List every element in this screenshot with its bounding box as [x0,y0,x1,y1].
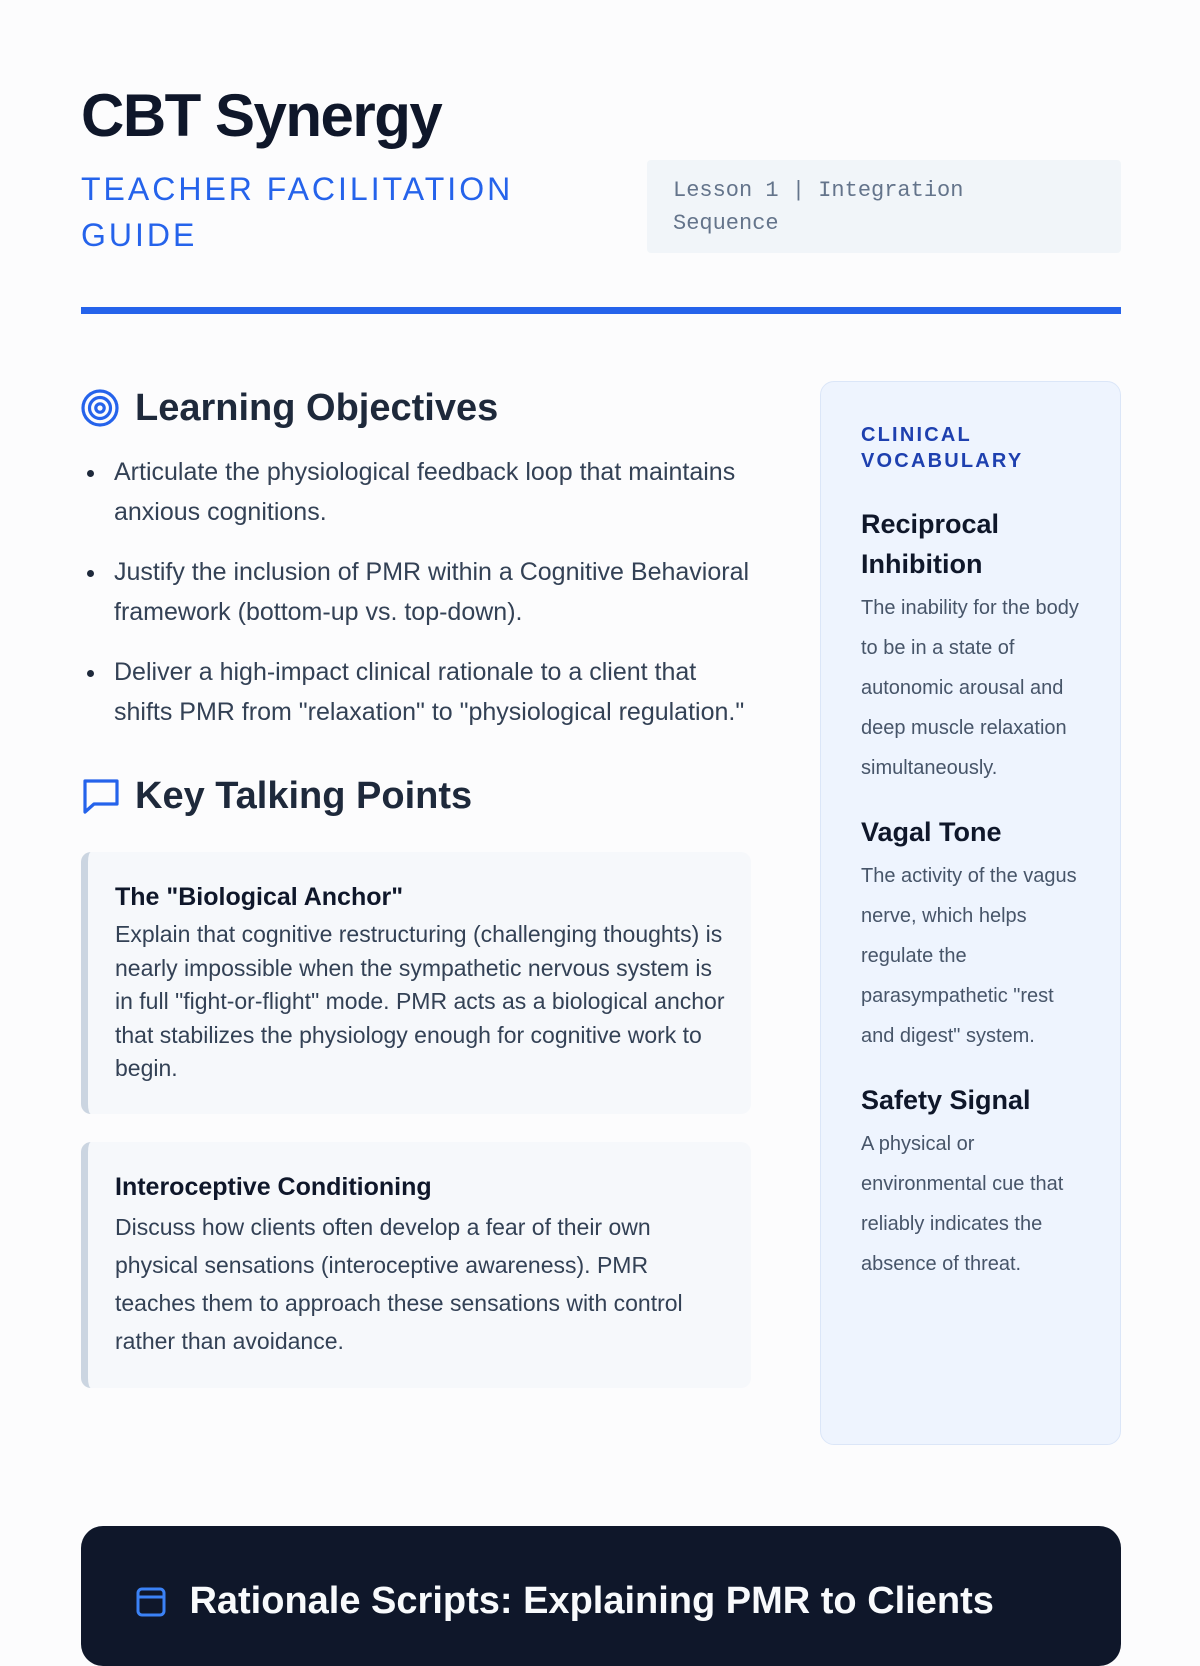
term-definition: The inability for the body to be in a state of autonomic arousal and deep muscle relaxation simultaneously. [861,597,1079,779]
term-name: Reciprocal Inhibition [861,509,1000,579]
document-icon [135,1586,167,1618]
vocabulary-term [861,1080,1080,1284]
learning-objectives-header [81,380,751,436]
page-header [81,80,1121,314]
term-definition: The activity of the vagus nerve, which helps regulate the parasympathetic "rest and digest" system. [861,865,1077,1047]
objectives-list [81,452,751,732]
talking-point-card [81,1142,751,1388]
objective-item: Justify the inclusion of PMR within a Cognitive Behavioral framework (bottom-up vs. top-down). [81,552,751,632]
page-title: CBT Synergy [81,82,442,149]
main-content [81,380,751,1388]
key-talking-points-section [81,768,751,1388]
learning-objectives-heading: Learning Objectives [135,387,499,429]
page-subtitle: TEACHER FACILITATION GUIDE [81,171,514,253]
talking-point-body: Explain that cognitive restructuring (challenging thoughts) is nearly impossible when the sympathetic nervous system is in full "fight-or-flight" mode. PMR acts as a biological anchor that stabilizes the physiology enough for cognitive work to begin. [115,921,725,1081]
term-name: Vagal Tone [861,817,1002,847]
rationale-scripts-heading: Rationale Scripts: Explaining PMR to Clients [189,1580,994,1622]
vocabulary-heading: CLINICAL VOCABULARY [861,424,1024,472]
lesson-label-line2: Sequence [673,211,779,236]
objective-item: Deliver a high-impact clinical rationale to a client that shifts PMR from "relaxation" to "physiological regulation." [81,652,751,732]
lesson-badge [647,160,1121,253]
rationale-scripts-banner [81,1526,1121,1666]
key-talking-points-header [81,768,751,824]
term-name: Safety Signal [861,1085,1031,1115]
term-definition: A physical or environmental cue that reliably indicates the absence of threat. [861,1133,1064,1275]
vocabulary-term [861,504,1080,788]
talking-point-card [81,852,751,1114]
objective-item: Articulate the physiological feedback loop that maintains anxious cognitions. [81,452,751,532]
learning-objectives-section [81,380,751,732]
clinical-vocabulary-panel [820,381,1121,1445]
lesson-label-line1: Lesson 1 | Integration [673,178,964,203]
talking-point-body: Discuss how clients often develop a fear of their own physical sensations (interoceptive awareness). PMR teaches them to approach these sensations with control rather than avoidance. [115,1213,683,1354]
target-icon [81,388,121,428]
vocabulary-term [861,812,1080,1056]
speech-bubble-icon [81,776,121,816]
key-talking-points-heading: Key Talking Points [135,775,473,817]
talking-point-title: Interoceptive Conditioning [115,1172,432,1201]
header-divider [81,307,1121,314]
talking-point-title: The "Biological Anchor" [115,883,404,911]
